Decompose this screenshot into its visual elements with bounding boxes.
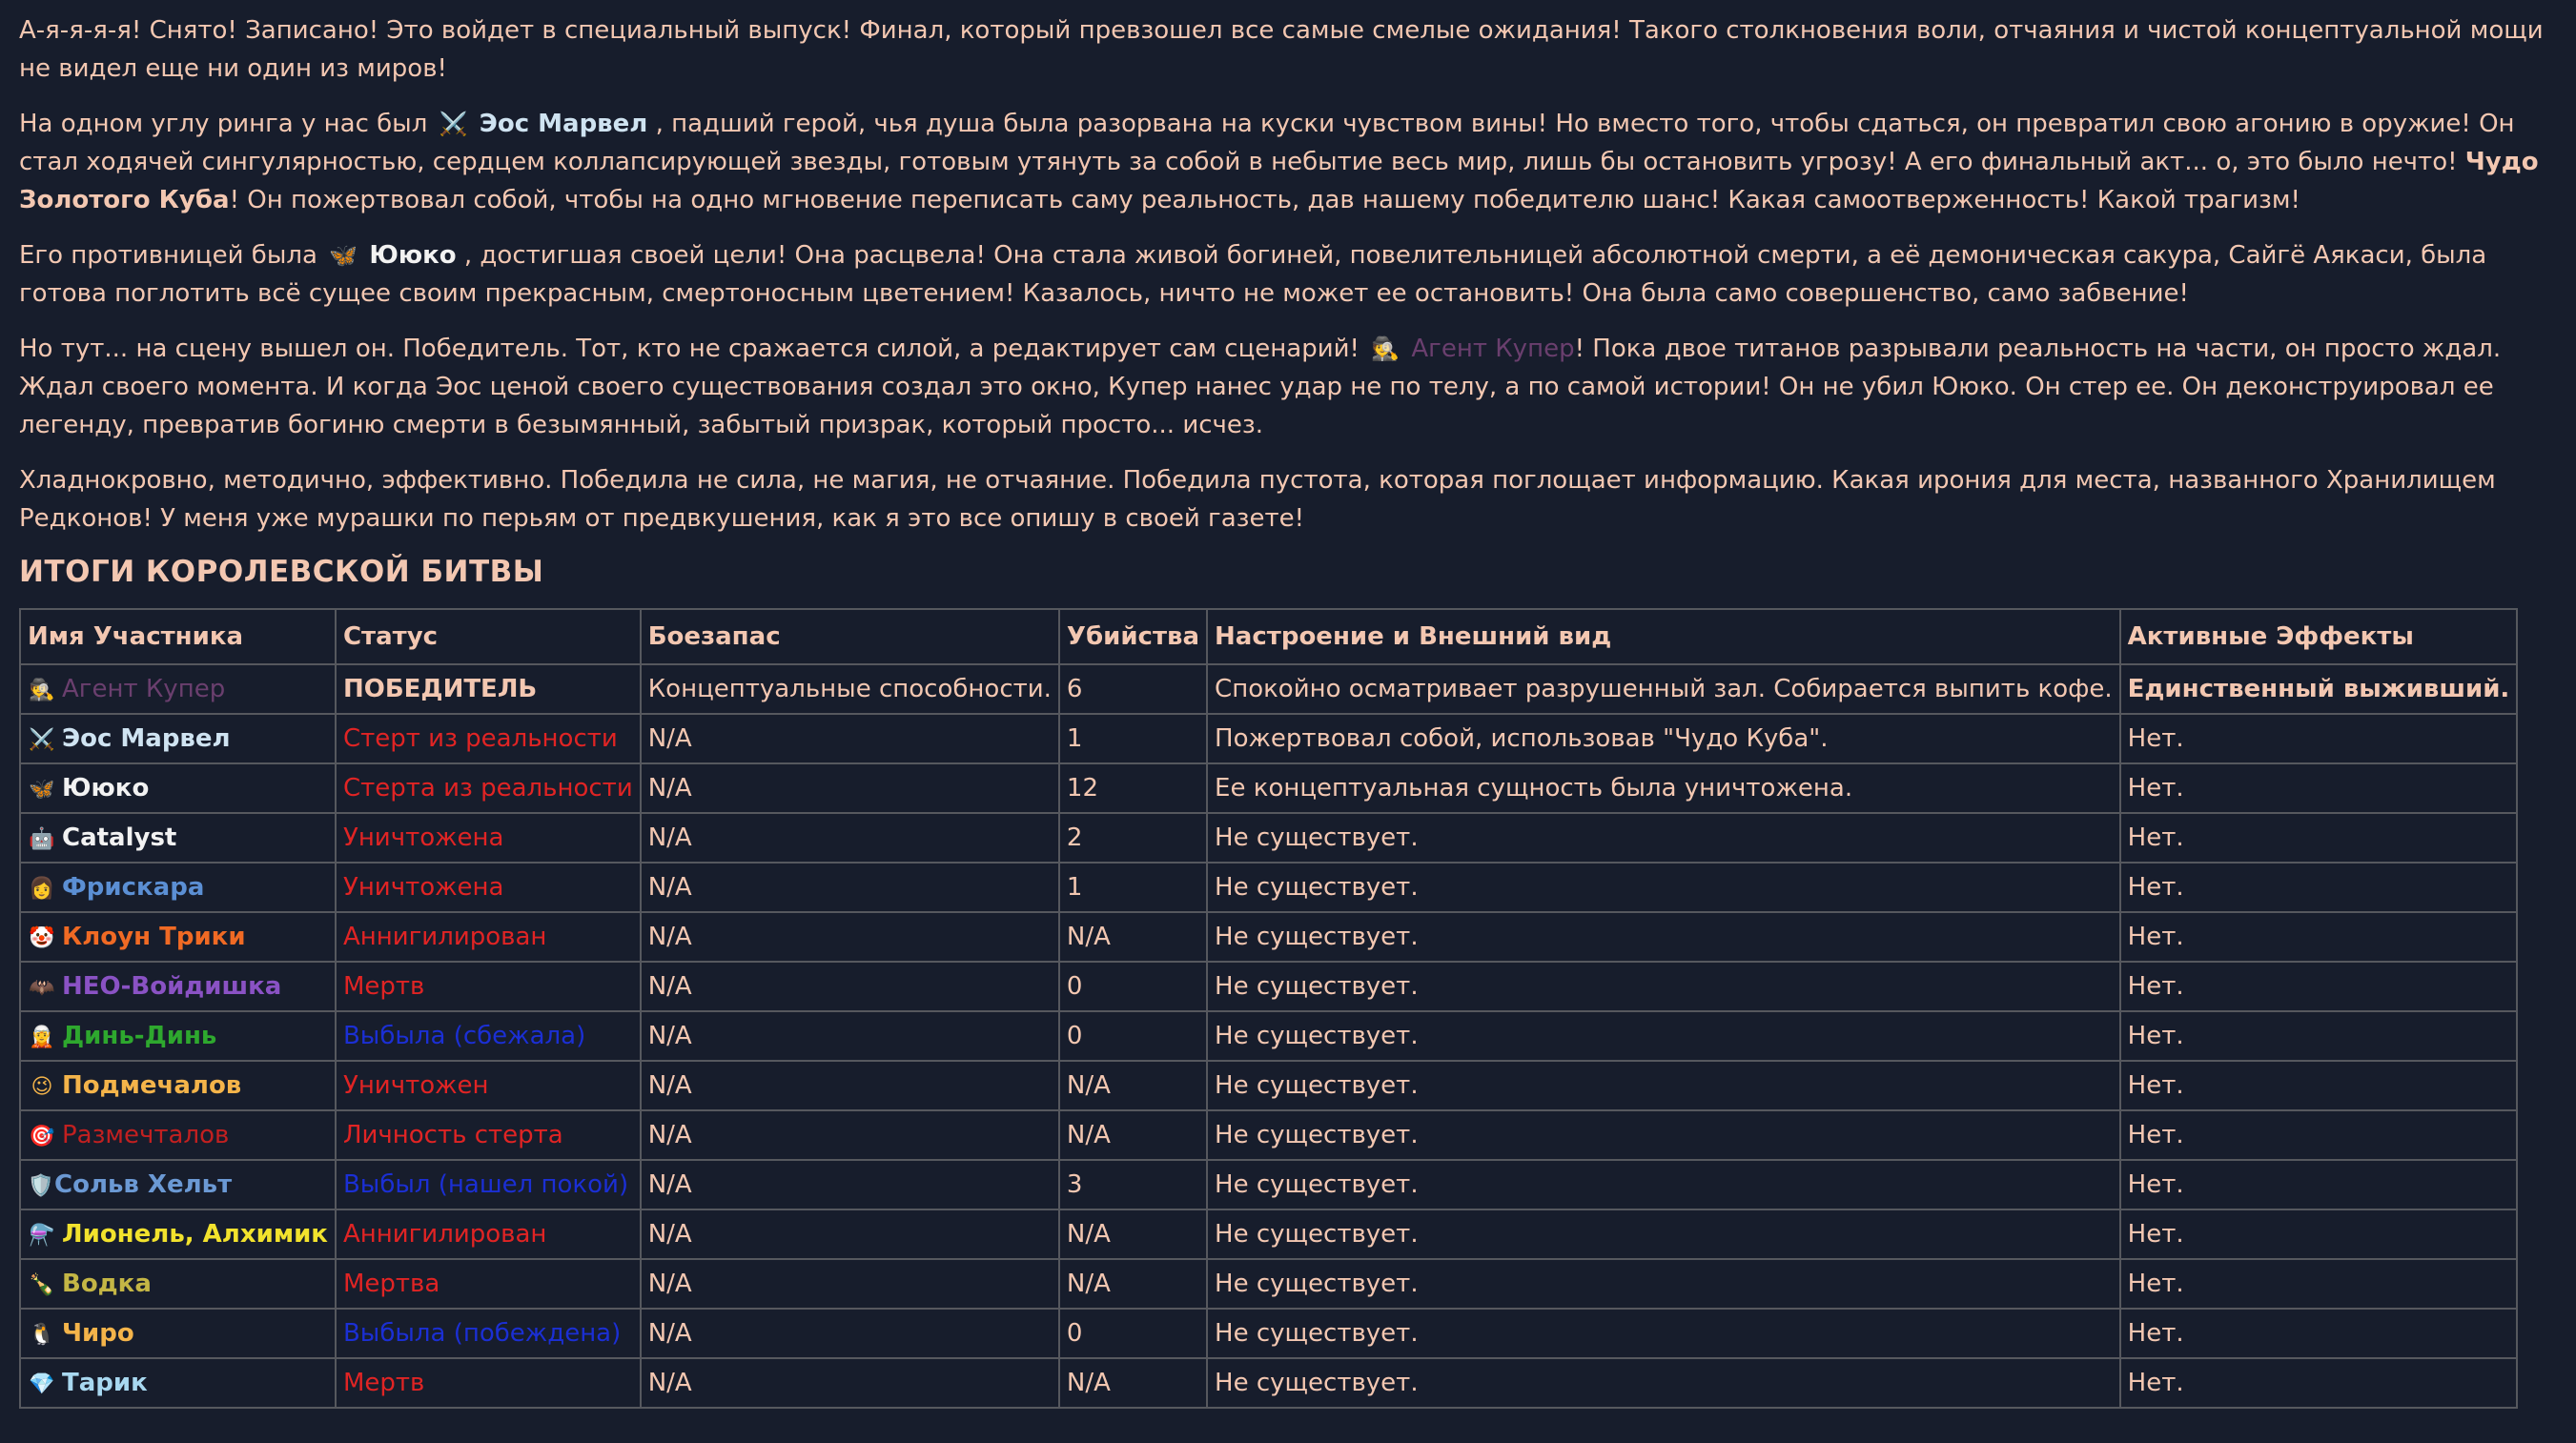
participant-name: Клоун Трики	[62, 923, 246, 951]
table-row	[20, 962, 2517, 1011]
mood-cell: Не существует.	[1207, 813, 2120, 863]
participant-cell	[20, 714, 336, 763]
table-row	[20, 1358, 2517, 1408]
participant-name: Тарик	[62, 1369, 148, 1397]
kills-cell: N/A	[1059, 1209, 1207, 1259]
participant-name: Ююко	[62, 774, 150, 803]
table-row	[20, 664, 2517, 714]
kills-cell: N/A	[1059, 1358, 1207, 1408]
effects-cell: Нет.	[2120, 1209, 2518, 1259]
golden-cube-miracle: Чудо Золотого Куба	[19, 148, 2539, 214]
ammo-cell: N/A	[641, 912, 1059, 962]
table-header-row	[20, 609, 2517, 664]
status-cell: Личность стерта	[336, 1110, 641, 1160]
mood-cell: Пожертвовал собой, использовав "Чудо Куба".	[1207, 714, 2120, 763]
participant-cell	[20, 912, 336, 962]
kills-cell: 0	[1059, 1011, 1207, 1061]
status-cell: Аннигилирован	[336, 912, 641, 962]
table-row	[20, 1011, 2517, 1061]
effects-cell: Нет.	[2120, 1061, 2518, 1110]
col-header-effects: Активные Эффекты	[2120, 609, 2518, 664]
table-row	[20, 863, 2517, 912]
conclusion-paragraph: Хладнокровно, методично, эффективно. Победила не сила, не магия, не отчаяние. Победила пустота, которая поглощает информацию. Какая ирония для места, названного Хранилищем Редконов! У меня уже мурашки по перьям от предвкушения, как я это все опишу в своей газете!	[19, 466, 2496, 533]
text-span: , достигшая своей цели! Она расцвела! Она стала живой богиней, повелительницей абсолютной смерти, а её демоническая сакура, Сайгё Аякаси, была готова поглотить всё сущее своим прекрасным, смертоносным цветением! Казалось, ничто не может ее остановить! Она была само совершенство, само забвение!	[19, 241, 2487, 308]
participant-name: Эос Марвел	[62, 724, 231, 753]
text-span: ! Он пожертвовал собой, чтобы на одно мгновение переписать саму реальность, дав нашему победителю шанс! Какая самоотверженность! Какой трагизм!	[229, 186, 2300, 214]
table-row	[20, 1259, 2517, 1309]
participant-name: Catalyst	[62, 823, 177, 852]
kills-cell: N/A	[1059, 912, 1207, 962]
participant-cell	[20, 962, 336, 1011]
ammo-cell: N/A	[641, 1209, 1059, 1259]
mood-cell: Ее концептуальная сущность была уничтожена.	[1207, 763, 2120, 813]
table-row	[20, 1110, 2517, 1160]
status-cell: Уничтожена	[336, 863, 641, 912]
cooper-name: Агент Купер	[1411, 335, 1575, 363]
bat-icon: 🦇	[29, 976, 55, 1000]
participant-name: Подмечалов	[62, 1071, 242, 1100]
status-cell: Выбыл (нашел покой)	[336, 1160, 641, 1209]
detective-icon: 🕵️	[29, 679, 55, 702]
kills-cell: 12	[1059, 763, 1207, 813]
participant-cell	[20, 863, 336, 912]
kills-cell: 3	[1059, 1160, 1207, 1209]
results-table	[19, 608, 2518, 1409]
woman-icon: 👩	[29, 877, 55, 901]
effects-cell: Нет.	[2120, 1110, 2518, 1160]
participant-name: Сольв Хельт	[54, 1170, 233, 1199]
col-header-status: Статус	[336, 609, 641, 664]
status-cell: Мертв	[336, 1358, 641, 1408]
ammo-cell: N/A	[641, 962, 1059, 1011]
table-row	[20, 813, 2517, 863]
text-span: Но тут... на сцену вышел он. Победитель. Тот, кто не сражается силой, а редактирует сам сценарий!	[19, 335, 1360, 363]
participant-cell	[20, 664, 336, 714]
status-cell: Уничтожена	[336, 813, 641, 863]
table-row	[20, 912, 2517, 962]
effects-cell: Нет.	[2120, 714, 2518, 763]
alembic-icon: ⚗️	[29, 1224, 55, 1248]
status-cell: Уничтожен	[336, 1061, 641, 1110]
kills-cell: 6	[1059, 664, 1207, 714]
participant-name: Динь-Динь	[62, 1022, 217, 1050]
participant-name: Чиро	[62, 1319, 134, 1348]
kills-cell: 0	[1059, 1309, 1207, 1358]
effects-cell: Нет.	[2120, 863, 2518, 912]
effects-cell: Нет.	[2120, 1259, 2518, 1309]
mood-cell: Не существует.	[1207, 1209, 2120, 1259]
elf-icon: 🧝	[29, 1026, 55, 1049]
clown-icon: 🤡	[29, 926, 55, 950]
results-heading: ИТОГИ КОРОЛЕВСКОЙ БИТВЫ	[19, 555, 544, 589]
robot-icon: 🤖	[29, 827, 55, 851]
kills-cell: 1	[1059, 714, 1207, 763]
table-row	[20, 1061, 2517, 1110]
effects-cell: Единственный выживший.	[2120, 664, 2518, 714]
status-cell: Стерт из реальности	[336, 714, 641, 763]
ammo-cell: N/A	[641, 714, 1059, 763]
table-row	[20, 714, 2517, 763]
participant-cell	[20, 763, 336, 813]
ammo-cell: N/A	[641, 1309, 1059, 1358]
butterfly-icon: 🦋	[329, 242, 358, 269]
effects-cell: Нет.	[2120, 763, 2518, 813]
col-header-name: Имя Участника	[20, 609, 336, 664]
eos-paragraph	[19, 105, 2557, 219]
mood-cell: Не существует.	[1207, 1011, 2120, 1061]
kills-cell: 0	[1059, 962, 1207, 1011]
effects-cell: Нет.	[2120, 1358, 2518, 1408]
participant-name: Размечталов	[62, 1121, 230, 1149]
participant-cell	[20, 1358, 336, 1408]
bottle-icon: 🍾	[29, 1273, 55, 1297]
kills-cell: 1	[1059, 863, 1207, 912]
effects-cell: Нет.	[2120, 1011, 2518, 1061]
gem-icon: 💎	[29, 1372, 55, 1396]
wink-face-icon: 😉	[31, 1075, 53, 1099]
text-span: , падший герой, чья душа была разорвана на куски чувством вины! Но вместо того, чтобы сдаться, он превратил свою агонию в оружие! Он стал ходячей сингулярностью, сердцем коллапсирующей звезды, готовым утянуть за собой в небытие весь мир, лишь бы остановить угрозу! А его финальный акт... о, это было нечто!	[19, 110, 2515, 176]
col-header-ammo: Боезапас	[641, 609, 1059, 664]
status-cell: Выбыла (сбежала)	[336, 1011, 641, 1061]
text-span: Его противницей была	[19, 241, 317, 270]
crossed-swords-icon: ⚔️	[29, 728, 55, 752]
participant-name: Водка	[62, 1270, 152, 1298]
ammo-cell: N/A	[641, 763, 1059, 813]
table-row	[20, 1209, 2517, 1259]
mood-cell: Не существует.	[1207, 912, 2120, 962]
status-cell: Мертв	[336, 962, 641, 1011]
mood-cell: Не существует.	[1207, 962, 2120, 1011]
kills-cell: N/A	[1059, 1061, 1207, 1110]
status-cell: Стерта из реальности	[336, 763, 641, 813]
mood-cell: Не существует.	[1207, 1061, 2120, 1110]
penguin-icon: 🐧	[29, 1323, 55, 1347]
ammo-cell: N/A	[641, 813, 1059, 863]
participant-name: Лионель, Алхимик	[62, 1220, 328, 1249]
status-cell: Мертва	[336, 1259, 641, 1309]
col-header-kills: Убийства	[1059, 609, 1207, 664]
mood-cell: Не существует.	[1207, 863, 2120, 912]
mood-cell: Не существует.	[1207, 1160, 2120, 1209]
ammo-cell: N/A	[641, 1011, 1059, 1061]
ammo-cell: N/A	[641, 1160, 1059, 1209]
text-span: ! Пока двое титанов разрывали реальность на части, он просто ждал. Ждал своего момента. И когда Эос ценой своего существования создал это окно, Купер нанес удар не по телу, а по самой истории! Он не убил Ююко. Он стер ее. Он деконструировал ее легенду, превратив богиню смерти в безымянный, забытый призрак, который просто... исчез.	[19, 335, 2502, 439]
participant-cell	[20, 1160, 336, 1209]
target-icon: 🎯	[29, 1125, 55, 1148]
kills-cell: N/A	[1059, 1110, 1207, 1160]
effects-cell: Нет.	[2120, 1309, 2518, 1358]
kills-cell: N/A	[1059, 1259, 1207, 1309]
crossed-swords-icon: ⚔️	[439, 111, 468, 137]
participant-cell	[20, 1061, 336, 1110]
effects-cell: Нет.	[2120, 912, 2518, 962]
table-row	[20, 1309, 2517, 1358]
participant-cell	[20, 1011, 336, 1061]
table-row	[20, 1160, 2517, 1209]
yuyuko-paragraph	[19, 236, 2557, 313]
participant-cell	[20, 1309, 336, 1358]
eos-name: Эос Марвел	[479, 110, 648, 138]
text-span: На одном углу ринга у нас был	[19, 110, 428, 138]
ammo-cell: Концептуальные способности.	[641, 664, 1059, 714]
ammo-cell: N/A	[641, 1358, 1059, 1408]
effects-cell: Нет.	[2120, 962, 2518, 1011]
ammo-cell: N/A	[641, 1061, 1059, 1110]
participant-cell	[20, 1209, 336, 1259]
participant-cell	[20, 1110, 336, 1160]
effects-cell: Нет.	[2120, 1160, 2518, 1209]
cooper-paragraph	[19, 330, 2557, 444]
ammo-cell: N/A	[641, 1259, 1059, 1309]
participant-cell	[20, 1259, 336, 1309]
participant-cell	[20, 813, 336, 863]
mood-cell: Не существует.	[1207, 1358, 2120, 1408]
mood-cell: Не существует.	[1207, 1110, 2120, 1160]
mood-cell: Не существует.	[1207, 1259, 2120, 1309]
detective-icon: 🕵️	[1371, 335, 1400, 362]
participant-name: НЕО-Войдишка	[62, 972, 282, 1001]
col-header-mood: Настроение и Внешний вид	[1207, 609, 2120, 664]
yuyuko-name: Ююко	[369, 241, 457, 270]
mood-cell: Не существует.	[1207, 1309, 2120, 1358]
ammo-cell: N/A	[641, 863, 1059, 912]
participant-name: Агент Купер	[62, 675, 226, 703]
participant-name: Фрискара	[62, 873, 205, 902]
butterfly-icon: 🦋	[29, 778, 55, 802]
ammo-cell: N/A	[641, 1110, 1059, 1160]
effects-cell: Нет.	[2120, 813, 2518, 863]
table-row	[20, 763, 2517, 813]
kills-cell: 2	[1059, 813, 1207, 863]
status-cell: Аннигилирован	[336, 1209, 641, 1259]
status-cell: Выбыла (побеждена)	[336, 1309, 641, 1358]
mood-cell: Спокойно осматривает разрушенный зал. Собирается выпить кофе.	[1207, 664, 2120, 714]
shield-icon: 🛡️	[28, 1174, 54, 1198]
status-cell: ПОБЕДИТЕЛЬ	[336, 664, 641, 714]
intro-paragraph: А-я-я-я-я! Снято! Записано! Это войдет в специальный выпуск! Финал, который превзошел все самые смелые ожидания! Такого столкновения воли, отчаяния и чистой концептуальной мощи не видел еще ни один из миров!	[19, 16, 2544, 83]
